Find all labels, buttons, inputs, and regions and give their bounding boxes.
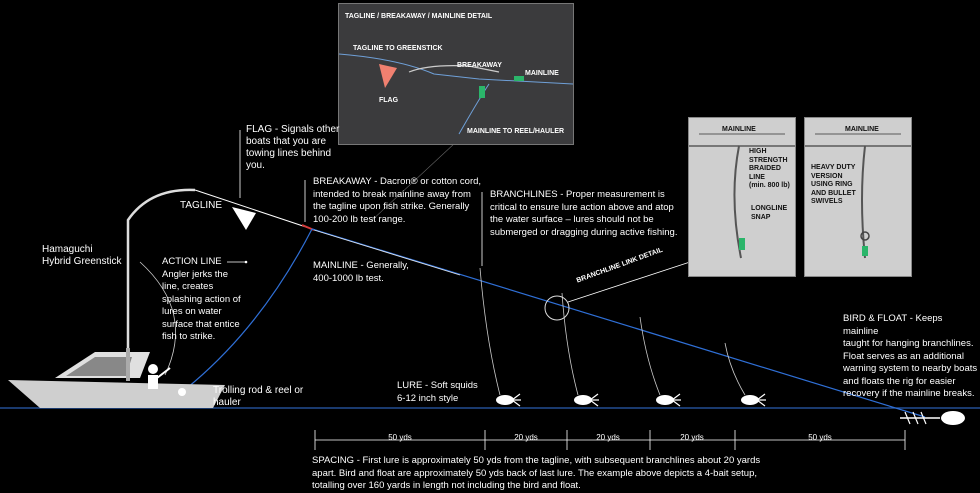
branchlines-label: BRANCHLINES - Proper measurement is critical to ensure lure action above and atop the water surface – lures should not be submerged or dragging during active fishing.: [490, 189, 678, 238]
inset-left-mainline: MAINLINE: [722, 126, 756, 133]
trolling-rod-label: Trolling rod & reel or hauler: [213, 385, 304, 408]
branchline-1: [480, 268, 500, 395]
spacing-segment-1: 50 yds: [388, 433, 412, 442]
spacing-segment-5: 50 yds: [808, 433, 832, 442]
inset-left-text-braided: HIGH STRENGTH BRAIDED LINE (min. 800 lb): [749, 148, 790, 189]
branchline-4: [725, 343, 745, 395]
inset-right-text: HEAVY DUTY VERSION USING RING AND BULLET SWIVELS: [811, 164, 856, 205]
spacing-segment-4: 20 yds: [680, 433, 704, 442]
bird-float: [900, 411, 965, 425]
detail-mainline-label: MAINLINE: [525, 70, 559, 77]
inset-left-graphic: [689, 118, 795, 276]
detail-mainline-reel-label: MAINLINE TO REEL/HAULER: [467, 128, 565, 135]
flag-label: FLAG - Signals other boats that you are towing lines behind you.: [246, 124, 340, 171]
mainline-label: MAINLINE - Generally, 400-1000 lb test.: [313, 260, 409, 284]
detail-flag-label: FLAG: [379, 97, 399, 104]
detail-title: TAGLINE / BREAKAWAY / MAINLINE DETAIL: [345, 13, 493, 20]
lure-label: LURE - Soft squids 6-12 inch style: [397, 380, 478, 404]
tagline-label: TAGLINE: [180, 200, 223, 211]
lure-4: [741, 394, 766, 406]
trolling-reel: [178, 388, 186, 396]
lure-2: [574, 394, 599, 406]
flag-shape: [232, 207, 256, 230]
greenstick-label: Hamaguchi Hybrid Greenstick: [42, 244, 122, 267]
branchline-3: [640, 317, 660, 395]
branchline-link-inset-heavy: [804, 117, 912, 277]
inset-right-mainline: MAINLINE: [845, 126, 879, 133]
detail-breakaway-label: BREAKAWAY: [457, 62, 502, 69]
branchline-link-inset-braided: [688, 117, 796, 277]
branchline-link-circle: [545, 296, 569, 320]
branchline-link-detail-label: BRANCHLINE LINK DETAIL: [575, 246, 664, 285]
spacing-segment-2: 20 yds: [514, 433, 538, 442]
tagline-breakaway-detail-box: [338, 3, 574, 145]
bird-float-label: BIRD & FLOAT - Keeps mainline taught for hanging branchlines. Float serves as an additional warning system to nearby boats and floats the rig for easier recovery if the mainline breaks.: [843, 313, 978, 399]
breakaway-label: BREAKAWAY - Dacron® or cotton cord, intended to break mainline away from the tagline upon fish strike. Generally 100-200 lb test range.: [313, 176, 482, 225]
detail-tagline-label: TAGLINE TO GREENSTICK: [353, 45, 443, 52]
inset-left-text-snap: LONGLINE SNAP: [751, 205, 788, 221]
lure-1: [496, 394, 521, 406]
boat: [8, 348, 225, 408]
action-line-label: ACTION LINE Angler jerks the line, creates splashing action of lures on water surface that entice fish to strike.: [162, 256, 241, 342]
spacing-segment-3: 20 yds: [596, 433, 620, 442]
spacing-description: SPACING - First lure is approximately 50 yds from the tagline, with subsequent branchlines about 20 yards apart. Bird and float are approximately 50 yds back of last lure. The example above depicts a 4-bait setup, totalling over 160 yards in length not including the bird and float.: [312, 455, 761, 491]
lure-3: [656, 394, 681, 406]
